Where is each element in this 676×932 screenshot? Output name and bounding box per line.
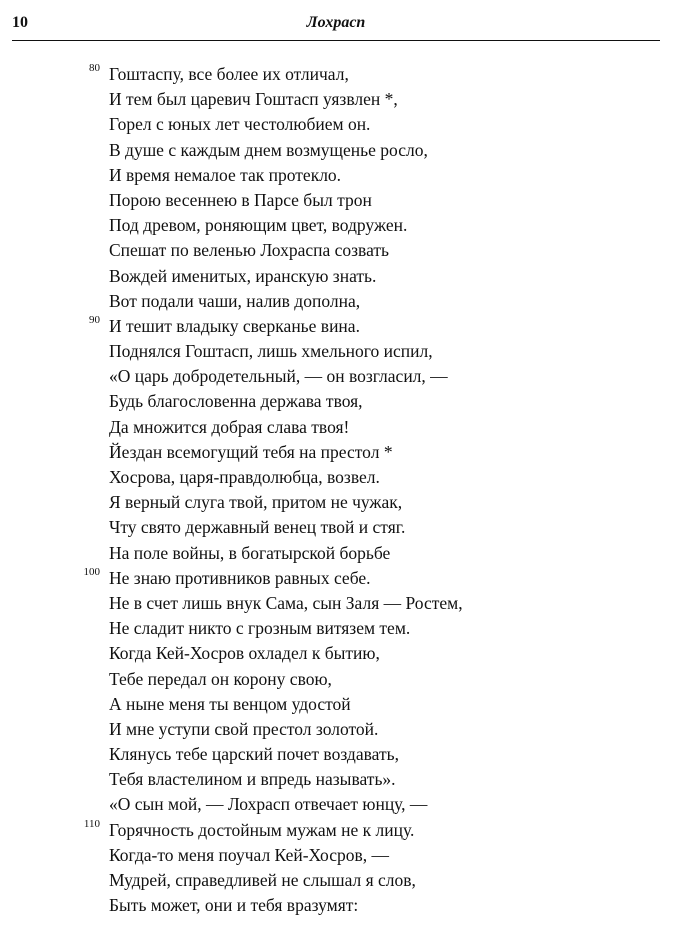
verse-line (0, 541, 676, 566)
verse-line (0, 792, 676, 817)
verse-text: И мне уступи свой престол золотой. (109, 718, 379, 739)
verse-text: Не сладит никто с грозным витязем тем. (109, 618, 411, 639)
verse-text: И тем был царевич Гоштасп уязвлен *, (109, 89, 398, 110)
verse-line (0, 515, 676, 540)
verse-line (0, 465, 676, 490)
verse-line (0, 616, 676, 641)
verse-line (0, 591, 676, 616)
verse-text: Да множится добрая слава твоя! (109, 416, 350, 437)
verse-line (0, 364, 676, 389)
verse-text: Не в счет лишь внук Сама, сын Заля — Ростем, (109, 592, 463, 613)
verse-line (0, 415, 676, 440)
verse-line (0, 742, 676, 767)
verse-text: Йездан всемогущий тебя на престол * (109, 441, 393, 462)
verse-text: И тешит владыку сверканье вина. (109, 315, 360, 336)
verse-text: В душе с каждым днем возмущенье росло, (109, 139, 428, 160)
verse-text: На поле войны, в богатырской борьбе (109, 542, 391, 563)
verse-text: Чту свято державный венец твой и стяг. (109, 517, 406, 538)
verse-text: Хосрова, царя-правдолюбца, возвел. (109, 467, 380, 487)
verse-text: Мудрей, справедливей не слышал я слов, (109, 870, 416, 890)
verse-text: Когда Кей-Хосров охладел к бытию, (109, 643, 380, 664)
verse-line (0, 490, 676, 515)
verse-line (0, 87, 676, 112)
verse-line (0, 213, 676, 238)
verse-text: Быть может, они и тебя вразумят: (109, 895, 359, 916)
verse-line (0, 641, 676, 666)
verse-text: Клянусь тебе царский почет воздавать, (109, 744, 399, 765)
header-rule (12, 40, 660, 41)
verse-text: Когда-то меня поучал Кей-Хосров, — (109, 844, 390, 865)
line-number: 80 (89, 62, 100, 74)
verse-text: Я верный слуга твой, притом не чужак, (109, 492, 403, 513)
running-title: Лохрасп (306, 14, 366, 31)
verse-line (0, 289, 676, 314)
verse-line (0, 440, 676, 465)
verse-text: Под древом, роняющим цвет, водружен. (109, 215, 408, 236)
verse-text: Поднялся Гоштасп, лишь хмельного испил, (109, 341, 433, 362)
verse-text: Спешат по веленью Лохраспа созвать (109, 240, 390, 261)
page-number: 10 (12, 14, 28, 31)
verse-text: Гоштаспу, все более их отличал, (109, 64, 349, 84)
verse-text: Не знаю противников равных себе. (109, 567, 371, 588)
verse-text: Тебе передал он корону свою, (109, 668, 332, 689)
verse-line (0, 339, 676, 364)
page-header (12, 8, 660, 38)
verse-line (0, 238, 676, 263)
verse-text: Будь благословенна держава твоя, (109, 391, 363, 412)
verse-text: Тебя властелином и впредь называть». (109, 769, 396, 790)
verse-line (0, 389, 676, 414)
verse-line (0, 692, 676, 717)
verse-line (0, 843, 676, 868)
verse-line (0, 893, 676, 918)
verse-text: «О сын мой, — Лохрасп отвечает юнцу, — (109, 794, 428, 815)
line-number: 100 (83, 565, 100, 578)
verse-line (0, 314, 676, 339)
verse-text: И время немалое так протекло. (109, 164, 342, 185)
verse-text: Вот подали чаши, налив дополна, (109, 290, 361, 311)
verse-line (0, 667, 676, 692)
verse-line (0, 112, 676, 137)
verse-line (0, 717, 676, 742)
verse-line (0, 138, 676, 163)
verse-line (0, 566, 676, 591)
verse-line (0, 188, 676, 213)
verse-line (0, 767, 676, 792)
poem-body (0, 62, 676, 918)
verse-line (0, 264, 676, 289)
verse-line (0, 818, 676, 843)
verse-text: Вождей именитых, иранскую знать. (109, 265, 377, 286)
verse-text: Горячность достойным мужам не к лицу. (109, 819, 415, 840)
verse-text: А ныне меня ты венцом удостой (109, 693, 351, 714)
verse-line (0, 163, 676, 188)
verse-text: Порою весеннею в Парсе был трон (109, 189, 372, 210)
verse-text: Горел с юных лет честолюбием он. (109, 114, 371, 135)
line-number: 110 (83, 817, 100, 830)
verse-line (0, 868, 676, 893)
verse-line (0, 62, 676, 87)
verse-text: «О царь добродетельный, — он возгласил, — (109, 366, 448, 387)
line-number: 90 (89, 313, 100, 326)
